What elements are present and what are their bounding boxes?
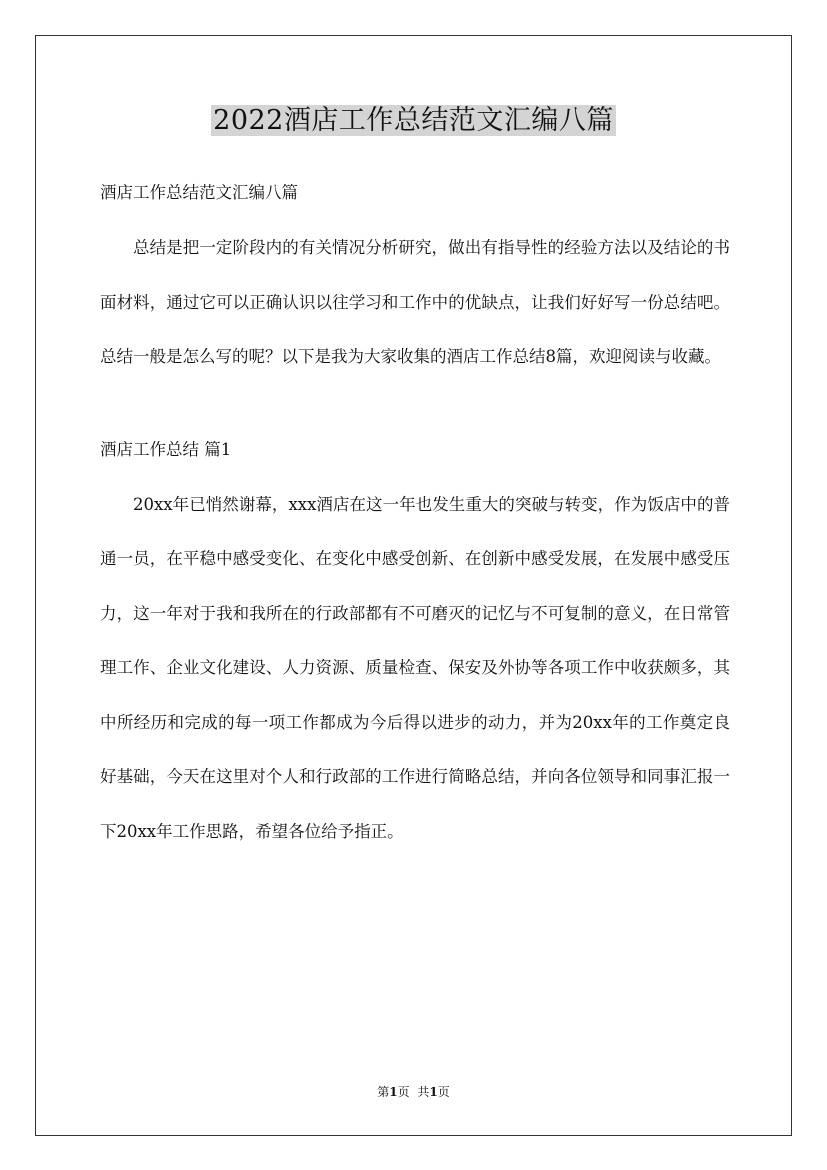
document-title-text: 2022酒店工作总结范文汇编八篇 bbox=[213, 105, 614, 136]
document-title bbox=[0, 103, 827, 139]
page-number: 1 bbox=[389, 1085, 398, 1099]
document-body bbox=[100, 176, 730, 859]
intro-paragraph: 总结是把一定阶段内的有关情况分析研究，做出有指导性的经验方法以及结论的书面材料，通过它可以正确认识以往学习和工作中的优缺点，让我们好好写一份总结吧。总结一般是怎么写的呢？以下是我为大家收集的酒店工作总结8篇，欢迎阅读与收藏。 bbox=[100, 238, 730, 366]
page-prefix: 第 bbox=[377, 1085, 390, 1099]
page-footer bbox=[0, 1084, 827, 1100]
section-paragraph: 20xx年已悄然谢幕，xxx酒店在这一年也发生重大的突破与转变，作为饭店中的普通一员，在平稳中感受变化、在变化中感受创新、在创新中感受发展，在发展中感受压力，这一年对于我和我所在的行政部都有不可磨灭的记忆与不可复制的意义，在日常管理工作、企业文化建设、人力资源、质量检查、保安及外协等各项工作中收获颇多，其中所经历和完成的每一项工作都成为今后得以进步的动力，并为20xx年的工作奠定良好基础，今天在这里对个人和行政部的工作进行简略总结，并向各位领导和同事汇报一下20xx年工作思路，希望各位给予指正。 bbox=[100, 494, 730, 841]
page-total: 1 bbox=[429, 1085, 438, 1099]
page-suffix: 页 bbox=[397, 1085, 410, 1099]
total-prefix: 共 bbox=[417, 1085, 430, 1099]
document-subtitle: 酒店工作总结范文汇编八篇 bbox=[100, 183, 298, 202]
section-spacer bbox=[100, 385, 730, 433]
section-heading: 酒店工作总结 篇1 bbox=[100, 439, 232, 459]
total-suffix: 页 bbox=[437, 1085, 450, 1099]
